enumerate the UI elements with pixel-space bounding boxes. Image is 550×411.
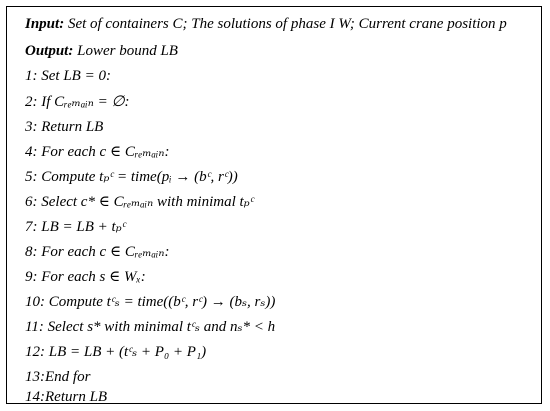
step-9: 9: For each s ∈ Wₓ:	[25, 269, 146, 285]
step-3: 3: Return LB	[25, 119, 104, 135]
input-line	[25, 15, 507, 33]
output-text: Lower bound LB	[73, 43, 178, 59]
step-7: 7: LB = LB + tₚᶜ	[25, 219, 126, 235]
step-10: 10: Compute tᶜₛ = time((bᶜ, rᶜ) → (bₛ, rₛ))	[25, 294, 276, 310]
input-label: Input:	[25, 16, 65, 32]
step-11: 11: Select s* with minimal tᶜₛ and nₛ* < h	[25, 319, 276, 335]
step-13: 13:End for	[25, 369, 91, 385]
step-14: 14:Return LB	[25, 389, 108, 405]
step-8: 8: For each c ∈ Cᵣₑₘₐᵢₙ:	[25, 244, 170, 260]
algorithm-box	[6, 6, 542, 404]
step-5: 5: Compute tₚᶜ = time(pᵢ → (bᶜ, rᶜ))	[25, 169, 238, 185]
step-1: 1: Set LB = 0:	[25, 68, 111, 84]
output-line	[25, 42, 178, 60]
step-4: 4: For each c ∈ Cᵣₑₘₐᵢₙ:	[25, 144, 170, 160]
step-6: 6: Select c* ∈ Cᵣₑₘₐᵢₙ with minimal tₚᶜ	[25, 194, 254, 210]
output-label: Output:	[25, 43, 74, 59]
step-2: 2: If Cᵣₑₘₐᵢₙ = ∅:	[25, 94, 130, 110]
input-text: Set of containers C; The solutions of phase I W; Current crane position p	[64, 16, 507, 32]
step-12: 12: LB = LB + (tᶜₛ + P₀ + P₁)	[25, 344, 207, 360]
